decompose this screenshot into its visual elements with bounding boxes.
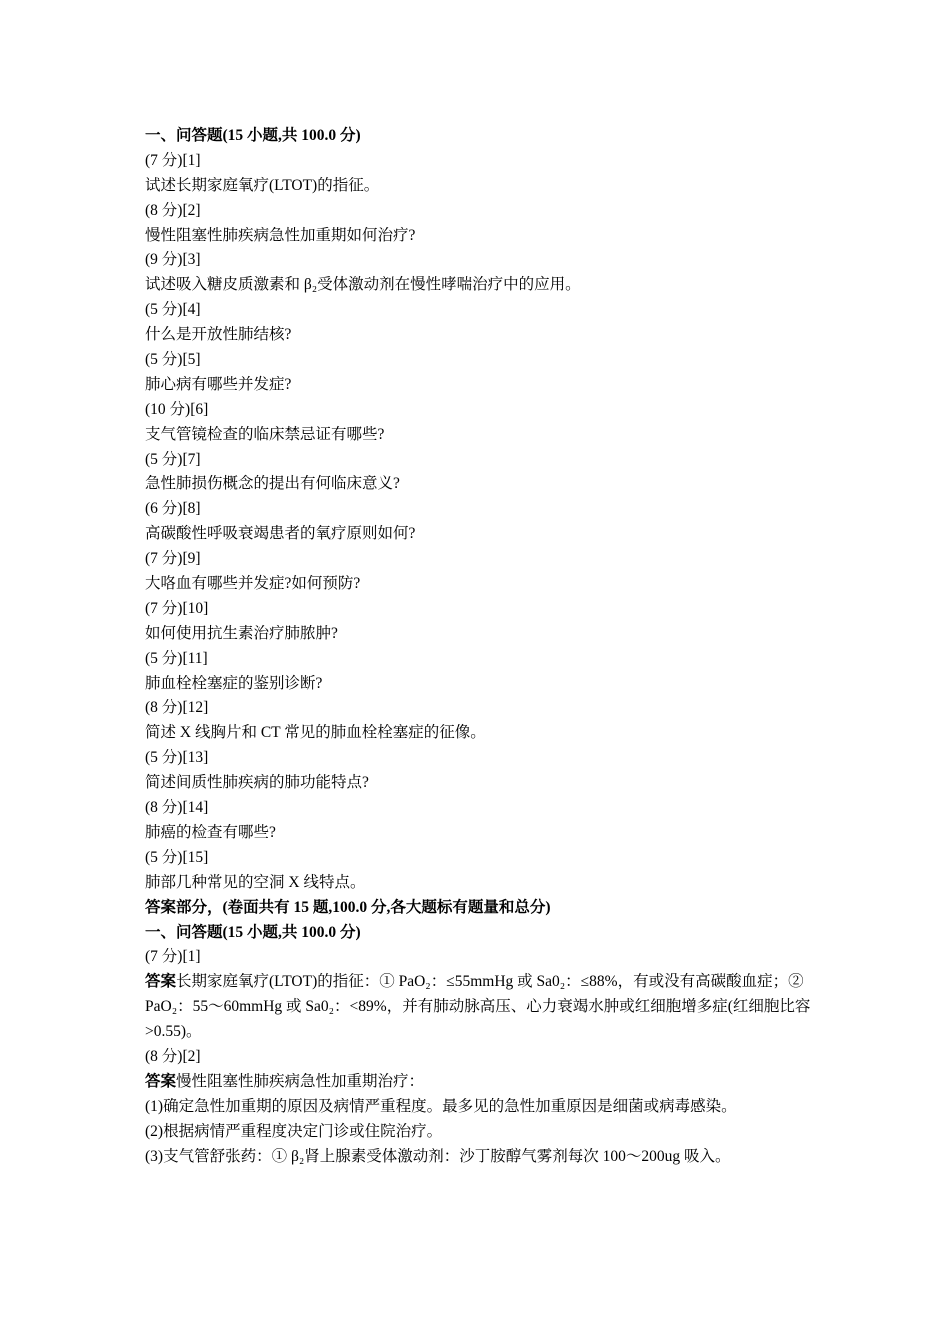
question-score: (7 分)[1] (145, 151, 201, 169)
question-score: (8 分)[12] (145, 699, 209, 717)
answer-label: 答案 (145, 1072, 177, 1090)
answer-paragraph (145, 970, 813, 1045)
answer-paragraph (145, 1070, 813, 1095)
question-score: (5 分)[13] (145, 749, 209, 767)
question-score: (9 分)[3] (145, 251, 201, 269)
question-score: (8 分)[14] (145, 799, 209, 817)
question-score: (6 分)[8] (145, 500, 201, 518)
question-text: 肺血栓栓塞症的鉴别诊断? (145, 674, 323, 692)
question-text: 支气管镜检查的临床禁忌证有哪些? (145, 425, 385, 443)
question-text: 简述 X 线胸片和 CT 常见的肺血栓栓塞症的征像。 (145, 724, 486, 742)
question-list (145, 149, 813, 896)
question-score: (5 分)[4] (145, 301, 201, 319)
question-score: (8 分)[2] (145, 201, 201, 219)
answers-heading: 一、问答题(15 小题,共 100.0 分) (145, 923, 361, 941)
question-text: 大咯血有哪些并发症?如何预防? (145, 575, 361, 593)
question-text: 急性肺损伤概念的提出有何临床意义? (145, 475, 400, 493)
question-text: 高碳酸性呼吸衰竭患者的氧疗原则如何? (145, 525, 416, 543)
answer-text: 长期家庭氧疗(LTOT)的指征：① PaO₂：≤55mmHg 或 Sa0₂：≤88%，有或没有高碳酸血症；② PaO₂：55～60mmHg 或 Sa0₂：<89%，并有肺动脉高压、心力衰竭水肿或红细胞增多症(红细胞比容>0.55)。 (145, 973, 811, 1041)
answer-score: (7 分)[1] (145, 948, 201, 966)
question-text: 简述间质性肺疾病的肺功能特点? (145, 774, 369, 792)
question-text: 什么是开放性肺结核? (145, 326, 292, 344)
question-text: 肺部几种常见的空洞 X 线特点。 (145, 873, 366, 891)
question-score: (7 分)[10] (145, 599, 209, 617)
answers-section-title: 答案部分，(卷面共有 15 题,100.0 分,各大题标有题量和总分) (145, 898, 551, 916)
question-text: 肺癌的检查有哪些? (145, 823, 276, 841)
question-score: (5 分)[5] (145, 351, 201, 369)
question-score: (5 分)[15] (145, 848, 209, 866)
question-score: (5 分)[11] (145, 649, 208, 667)
question-score: (10 分)[6] (145, 400, 209, 418)
question-text: 试述长期家庭氧疗(LTOT)的指征。 (145, 176, 380, 194)
document-page (145, 124, 813, 1169)
question-score: (7 分)[9] (145, 550, 201, 568)
part1-heading: 一、问答题(15 小题,共 100.0 分) (145, 127, 361, 144)
question-text: 试述吸入糖皮质激素和 β₂受体激动剂在慢性哮喘治疗中的应用。 (145, 276, 581, 294)
answer-text: 慢性阻塞性肺疾病急性加重期治疗： (176, 1072, 425, 1090)
answer-score: (8 分)[2] (145, 1048, 201, 1065)
answer-item: (2)根据病情严重程度决定门诊或住院治疗。 (145, 1122, 443, 1140)
answer-item: (1)确定急性加重期的原因及病情严重程度。最多见的急性加重原因是细菌或病毒感染。 (145, 1097, 737, 1115)
question-text: 如何使用抗生素治疗肺脓肿? (145, 624, 338, 642)
answer-item: (3)支气管舒张药：① β₂肾上腺素受体激动剂：沙丁胺醇气雾剂每次 100～200ug 吸入。 (145, 1147, 731, 1165)
answer-label: 答案 (145, 973, 177, 991)
question-text: 慢性阻塞性肺疾病急性加重期如何治疗? (145, 226, 416, 244)
question-score: (5 分)[7] (145, 450, 201, 468)
question-text: 肺心病有哪些并发症? (145, 375, 292, 393)
